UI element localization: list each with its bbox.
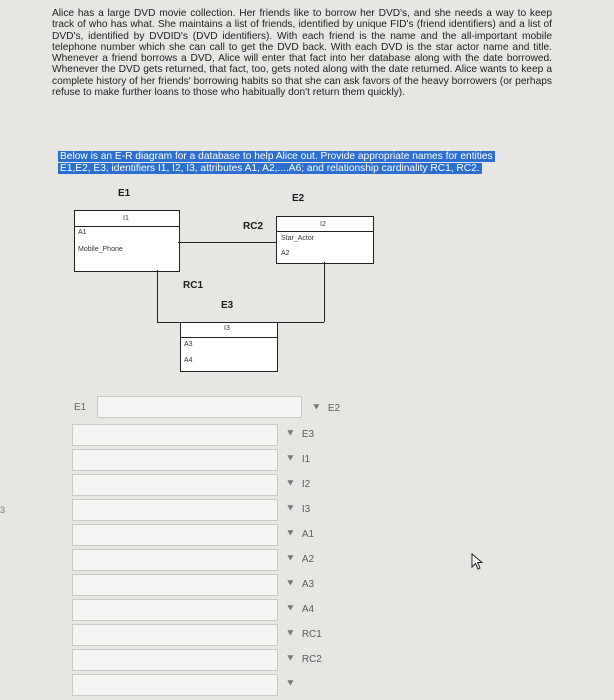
e1-identifier: I1	[123, 215, 129, 222]
answer-field[interactable]	[72, 549, 278, 571]
question-highlight	[58, 151, 546, 174]
e1-title: E1	[118, 188, 131, 199]
answer-field[interactable]	[72, 674, 278, 696]
relationship-line-e2-vertical	[324, 262, 325, 322]
e3-attr-1: A3	[184, 341, 193, 348]
chevron-icon: ⯆	[286, 528, 295, 540]
e2-attr-2: A2	[281, 250, 290, 257]
answer-option[interactable]	[286, 428, 314, 441]
entity-e3-divider	[180, 337, 277, 338]
answer-field[interactable]	[72, 424, 278, 446]
chevron-icon: ⯆	[286, 628, 295, 640]
option-label: I3	[301, 504, 311, 515]
answer-option[interactable]	[286, 578, 314, 591]
highlight-line-2: E1,E2, E3, identifiers I1, I2, I3, attributes A1, A2,....A6; and relationship cardinality RC1, RC2.	[60, 162, 480, 174]
relationship-line-e2-horizontal	[276, 322, 324, 323]
relationship-line-rc1-horizontal	[157, 322, 180, 323]
answer-field-e1[interactable]	[97, 396, 302, 418]
option-label: RC2	[301, 654, 322, 665]
e3-title: E3	[221, 300, 234, 311]
answer-option[interactable]	[286, 503, 310, 516]
relationship-line-rc2	[178, 242, 276, 243]
chevron-icon: ⯆	[286, 578, 295, 590]
chevron-icon: ⯆	[286, 453, 295, 465]
chevron-icon: ⯆	[286, 603, 295, 615]
chevron-icon: ⯆	[286, 678, 295, 690]
option-label: A1	[301, 529, 315, 540]
rc2-label: RC2	[243, 221, 264, 232]
answer-field[interactable]	[72, 599, 278, 621]
answer-field[interactable]	[72, 649, 278, 671]
option-label: E3	[301, 429, 315, 440]
e1-attr-2: Mobile_Phone	[78, 246, 123, 253]
entity-e1-divider	[74, 226, 179, 227]
answer-field[interactable]	[72, 624, 278, 646]
option-label: E2	[327, 403, 341, 414]
answer-option[interactable]	[286, 453, 310, 466]
answer-option[interactable]	[286, 478, 310, 491]
option-label: I2	[301, 479, 311, 490]
answer-option[interactable]	[286, 553, 314, 566]
e2-attr-1: Star_Actor	[281, 235, 315, 242]
answer-field[interactable]	[72, 499, 278, 521]
left-edge-mark: 3	[0, 505, 6, 515]
answer-row-label-e1: E1	[74, 402, 87, 413]
option-label: A4	[301, 604, 315, 615]
e3-identifier: I3	[224, 325, 230, 332]
answer-field[interactable]	[72, 449, 278, 471]
cursor-icon	[471, 553, 485, 571]
chevron-icon: ⯆	[286, 653, 295, 665]
answer-option[interactable]	[286, 603, 314, 616]
answer-option[interactable]	[286, 678, 302, 691]
answer-field[interactable]	[72, 474, 278, 496]
chevron-icon: ⯆	[286, 428, 295, 440]
rc1-label: RC1	[183, 280, 204, 291]
answer-option-e2[interactable]	[312, 402, 340, 415]
answer-field[interactable]	[72, 524, 278, 546]
answer-option[interactable]	[286, 528, 314, 541]
e1-attr-1: A1	[78, 229, 87, 236]
chevron-icon: ⯆	[286, 503, 295, 515]
e3-attr-2: A4	[184, 357, 193, 364]
relationship-line-rc1-vertical	[157, 270, 158, 322]
e2-identifier: I2	[320, 221, 326, 228]
chevron-icon: ⯆	[312, 402, 321, 414]
option-label: A3	[301, 579, 315, 590]
answer-option[interactable]	[286, 628, 322, 641]
option-label: RC1	[301, 629, 322, 640]
highlight-line-1: Below is an E-R diagram for a database to help Alice out. Provide appropriate names for entities	[60, 151, 493, 162]
e2-title: E2	[292, 193, 305, 204]
chevron-icon: ⯆	[286, 478, 295, 490]
question-paragraph: Alice has a large DVD movie collection. Her friends like to borrow her DVD's, and she needs a way to keep track of who has what. She maintains a list of friends, identified by unique FID's (friend identifiers) and a list of DVD's, identified by DVDID's (DVD identifiers). With each friend is the name and the all-important mobile telephone number which she can call to get the DVD back. With each DVD is the star actor name and title. Whenever a friend borrows a DVD, Alice will enter that fact into her database along with the date borrowed. Whenever the DVD gets returned, that fact, too, gets noted along with the date returned. Alice wants to keep a complete history of her friends' borrowing habits so that she can ask favors of the heavy borrowers (or perhaps refuse to make further loans to those who habitually don't return them quickly).	[52, 8, 552, 99]
chevron-icon: ⯆	[286, 553, 295, 565]
answer-field[interactable]	[72, 574, 278, 596]
option-label: I1	[301, 454, 311, 465]
option-label: A2	[301, 554, 315, 565]
entity-e2-divider	[276, 231, 373, 232]
answer-option[interactable]	[286, 653, 322, 666]
